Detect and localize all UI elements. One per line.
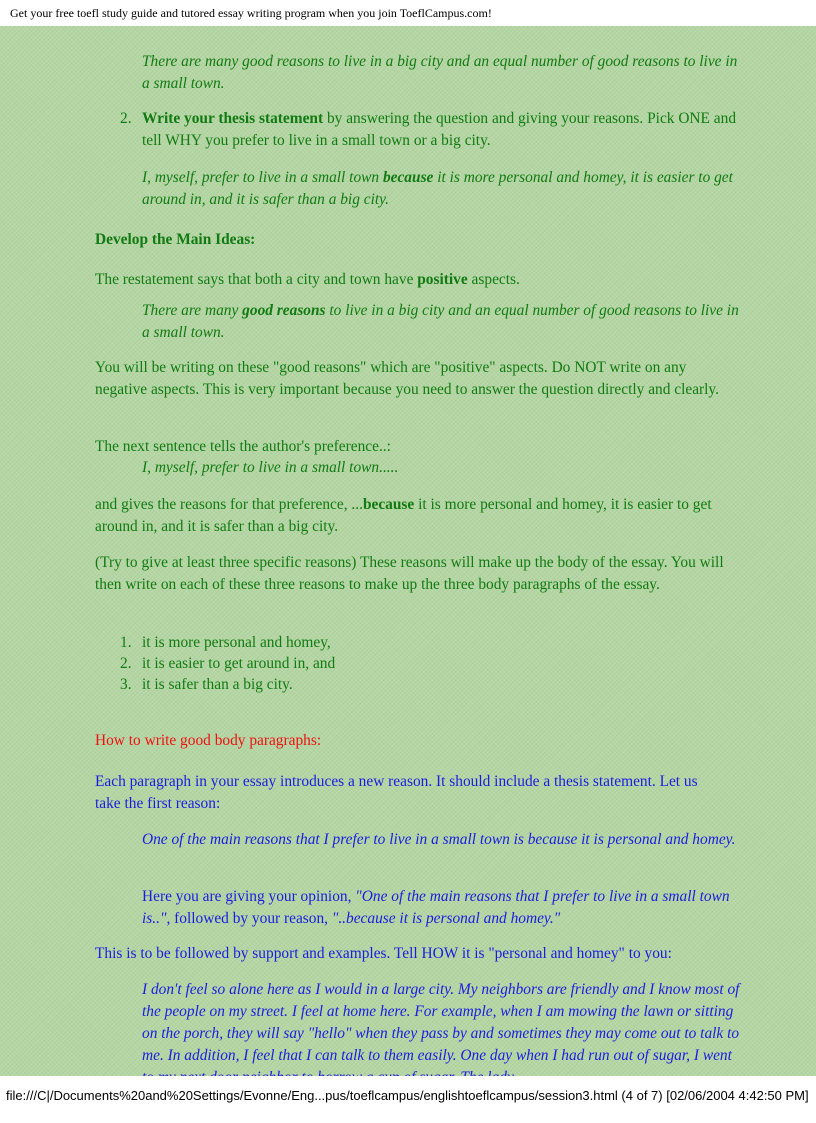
- develop-quote-bold: good reasons: [242, 302, 326, 319]
- develop-p4-bold: because: [362, 496, 415, 513]
- step-2-text: [142, 108, 742, 152]
- body-p2-mid: , followed by your reason,: [166, 910, 332, 927]
- develop-p4-post: it is more personal and homey, it is easier to get around in, and it is safer than a big city.: [95, 496, 712, 535]
- body-paragraphs-heading: How to write good body paragraphs:: [95, 732, 322, 749]
- reason-1-number: 1.: [120, 634, 132, 651]
- body-p2-pre: Here you are giving your opinion,: [142, 888, 356, 905]
- reason-3-number: 3.: [120, 676, 132, 693]
- page-header: [0, 0, 816, 26]
- thesis-example-post: it is more personal and homey, it is easier to get around in, and it is safer than a big city.: [142, 169, 733, 208]
- page-content: [0, 26, 816, 1076]
- footer-text: file:///C|/Documents%20and%20Settings/Evonne/Eng...pus/toeflcampus/englishtoeflcampus/session3.html (4 of 7) [02/06/2004 4:42:50 PM]: [6, 1088, 809, 1103]
- restatement-example: There are many good reasons to live in a big city and an equal number of good reasons to live in a small town.: [142, 53, 738, 92]
- page-footer: [0, 1076, 816, 1123]
- develop-p1-bold: positive: [417, 271, 468, 288]
- develop-paragraph-3: The next sentence tells the author's preference..:: [95, 438, 391, 455]
- thesis-example-pre: I, myself, prefer to live in a small town: [142, 169, 383, 186]
- body-quote-1: One of the main reasons that I prefer to live in a small town is because it is personal and homey.: [142, 831, 736, 848]
- develop-p4-pre: and gives the reasons for that preference, ...: [95, 496, 363, 513]
- step-2-number: 2.: [120, 110, 132, 127]
- body-p2-quote-1: "One of the main reasons that I prefer to live in a small town is..": [142, 888, 730, 927]
- develop-paragraph-2: You will be writing on these "good reasons" which are "positive" aspects. Do NOT write on any negative aspects. This is very important because you need to answer the question directly and clearly.: [95, 359, 719, 398]
- header-text: Get your free toefl study guide and tutored essay writing program when you join ToeflCampus.com!: [10, 6, 492, 20]
- develop-heading: Develop the Main Ideas:: [95, 231, 256, 248]
- develop-p1-post: aspects.: [467, 271, 520, 288]
- develop-quote: [142, 300, 742, 344]
- thesis-example-bold: because: [382, 169, 434, 186]
- step-2-bold: Write your thesis statement: [142, 110, 324, 127]
- step-2-rest: by answering the question and giving your reasons. Pick ONE and tell WHY you prefer to live in a small town or a big city.: [142, 110, 737, 149]
- develop-preference-quote: I, myself, prefer to live in a small town.....: [142, 459, 399, 476]
- develop-paragraph-1: [95, 269, 735, 291]
- reason-1-text: it is more personal and homey,: [142, 634, 331, 651]
- body-paragraph-3: This is to be followed by support and examples. Tell HOW it is "personal and homey" to you:: [95, 945, 672, 962]
- body-p2-quote-2: "..because it is personal and homey.": [331, 910, 561, 927]
- reason-2-number: 2.: [120, 655, 132, 672]
- body-paragraph-2: [142, 886, 742, 930]
- develop-quote-post: to live in a big city and an equal number of good reasons to live in a small town.: [142, 302, 739, 341]
- body-quote-2: I don't feel so alone here as I would in a large city. My neighbors are friendly and I know most of the people on my street. I feel at home here. For example, when I am mowing the lawn or sitting on the porch, they will say "hello" when they pass by and sometimes they may come out to talk to me. In addition, I feel that I can talk to them easily. One day when I had run out of sugar, I went: [142, 981, 740, 1064]
- develop-p1-pre: The restatement says that both a city and town have: [95, 271, 418, 288]
- body-paragraph-1: Each paragraph in your essay introduces a new reason. It should include a thesis statement. Let us take the first reason:: [95, 773, 698, 812]
- develop-paragraph-5: (Try to give at least three specific reasons) These reasons will make up the body of the essay. You will then write on each of these three reasons to make up the three body paragraphs of the essay.: [95, 554, 724, 593]
- reason-2-text: it is easier to get around in, and: [142, 655, 336, 672]
- develop-quote-pre: There are many: [142, 302, 243, 319]
- reason-3-text: it is safer than a big city.: [142, 676, 293, 693]
- develop-paragraph-4: [95, 494, 735, 538]
- thesis-example: [142, 167, 742, 211]
